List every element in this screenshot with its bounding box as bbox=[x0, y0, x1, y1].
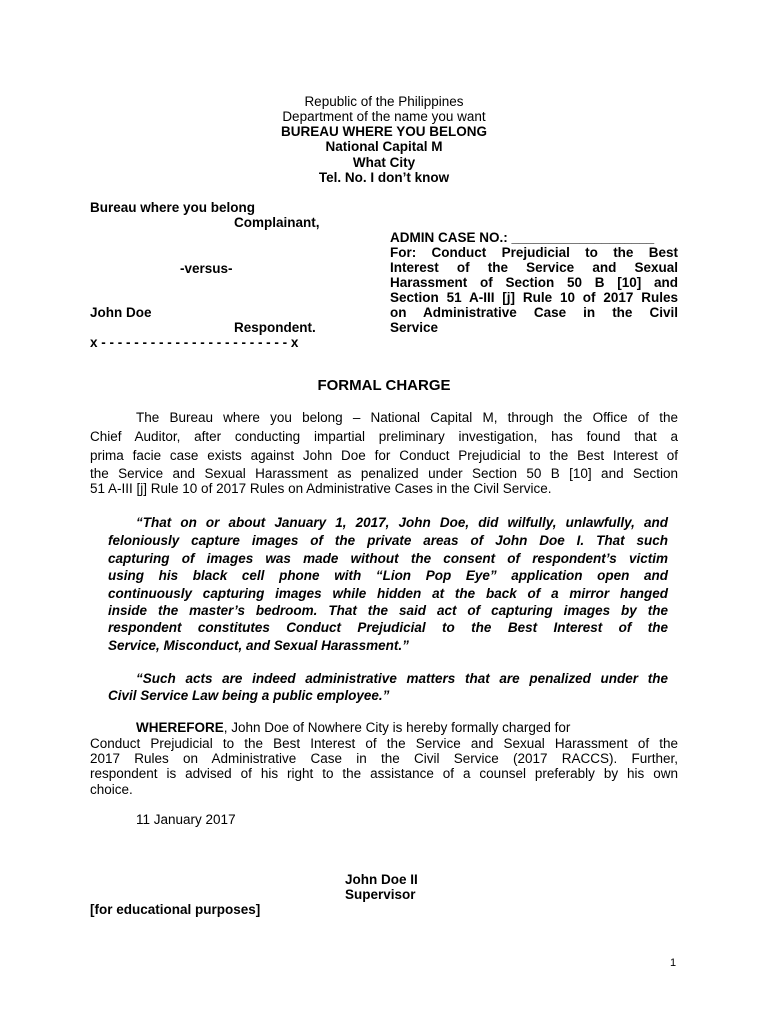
signatory-position: Supervisor bbox=[345, 887, 416, 902]
page-number: 1 bbox=[670, 957, 677, 969]
complainant-name: Bureau where you belong bbox=[90, 200, 256, 215]
case-for-line: Interest of the Service and Sexual bbox=[390, 260, 678, 275]
case-for-line: Service bbox=[390, 320, 439, 335]
quote-line: using his black cell phone with “Lion Pop Eye” application open and bbox=[108, 568, 668, 583]
quote-line: continuously capturing images while hidden at the back of a mirror hanged bbox=[108, 586, 668, 601]
wherefore-line: 2017 Rules on Administrative Case in the Civil Service (2017 RACCS). Further, bbox=[90, 751, 678, 766]
respondent-name: John Doe bbox=[90, 305, 152, 320]
document-date: 11 January 2017 bbox=[136, 812, 236, 827]
wherefore-rest: , John Doe of Nowhere City is hereby formally charged for bbox=[223, 720, 571, 735]
versus-label: -versus- bbox=[180, 261, 233, 276]
case-for-line: For: Conduct Prejudicial to the Best bbox=[390, 245, 678, 260]
quote-line: respondent constitutes Conduct Prejudicial to the Best Interest of the bbox=[108, 620, 668, 635]
case-for-line: Section 51 A-III [j] Rule 10 of 2017 Rules bbox=[390, 290, 678, 305]
signatory-name: John Doe II bbox=[345, 872, 418, 887]
paragraph-line: the Service and Sexual Harassment as penalized under Section 50 B [10] and Section bbox=[90, 466, 678, 481]
quote-line: capturing of images was made without the consent of respondent’s victim bbox=[108, 551, 668, 566]
header-republic: Republic of the Philippines bbox=[304, 94, 464, 109]
wherefore-line: Conduct Prejudicial to the Best Interest of the Service and Sexual Harassment of the bbox=[90, 736, 678, 751]
quote-line: feloniously capture images of the private areas of John Doe I. That such bbox=[108, 533, 668, 548]
educational-note: [for educational purposes] bbox=[90, 902, 261, 917]
paragraph-line: 51 A-III [j] Rule 10 of 2017 Rules on Administrative Cases in the Civil Service. bbox=[90, 481, 552, 496]
admin-case-no: ADMIN CASE NO.: ___________________ bbox=[390, 230, 655, 245]
caption-separator: x - - - - - - - - - - - - - - - - - - - - - - - x bbox=[90, 335, 299, 350]
header-bureau: BUREAU WHERE YOU BELONG bbox=[280, 124, 487, 139]
complainant-label: Complainant, bbox=[234, 215, 320, 230]
paragraph-line: prima facie case exists against John Doe for Conduct Prejudicial to the Best Interest of bbox=[90, 448, 678, 463]
respondent-label: Respondent. bbox=[234, 320, 316, 335]
quote-line: Service, Misconduct, and Sexual Harassment.” bbox=[108, 638, 409, 653]
quote-line: “That on or about January 1, 2017, John Doe, did wilfully, unlawfully, and bbox=[136, 515, 668, 530]
header-region: National Capital M bbox=[325, 139, 443, 154]
case-for-line: Harassment of Section 50 B [10] and bbox=[390, 275, 678, 290]
wherefore-line: choice. bbox=[90, 782, 133, 797]
header-department: Department of the name you want bbox=[282, 109, 486, 124]
quote-line: Civil Service Law being a public employee.” bbox=[108, 688, 390, 703]
paragraph-line: Chief Auditor, after conducting impartial preliminary investigation, has found that a bbox=[90, 429, 678, 444]
paragraph-line: The Bureau where you belong – National Capital M, through the Office of the bbox=[136, 410, 678, 425]
quote-line: “Such acts are indeed administrative matters that are penalized under the bbox=[136, 671, 668, 686]
header-city: What City bbox=[352, 155, 416, 170]
header-tel: Tel. No. I don’t know bbox=[318, 170, 450, 185]
case-for-line: on Administrative Case in the Civil bbox=[390, 305, 678, 320]
wherefore-line: respondent is advised of his right to the assistance of a counsel preferably by his own bbox=[90, 766, 678, 781]
wherefore-line bbox=[136, 720, 678, 735]
document-title: FORMAL CHARGE bbox=[317, 377, 451, 394]
wherefore-keyword: WHEREFORE bbox=[136, 720, 224, 735]
quote-line: inside the master’s bedroom. That the said act of capturing images by the bbox=[108, 603, 668, 618]
